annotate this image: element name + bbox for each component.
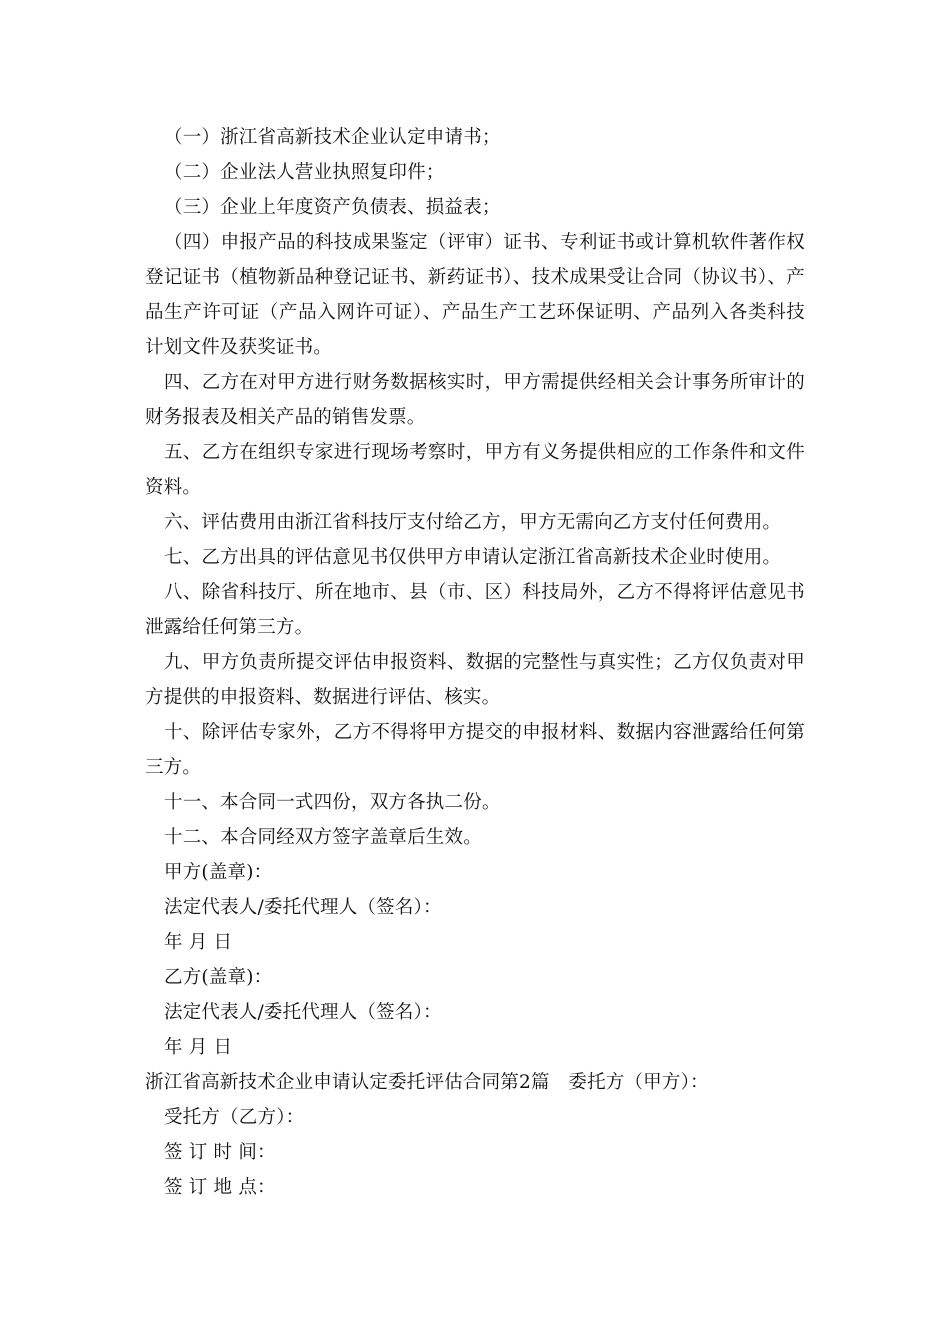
contract-body [145,120,805,1205]
party-b-representative: 法定代表人/委托代理人（签名）： [164,1002,442,1023]
party-a-seal: 甲方(盖章)： [164,862,273,883]
trustee-party: 受托方（乙方）： [164,1107,305,1128]
party-b-seal: 乙方(盖章)： [164,967,273,988]
clause-item-3: （三）企业上年度资产负债表、损益表； [164,197,501,218]
clause-item-4: （四）申报产品的科技成果鉴定（评审）证书、专利证书或计算机软件著作权登记证书（植物新品种登记证书、新药证书）、技术成果受让合同（协议书）、产品生产许可证（产品入网许可证）、产品生产工艺环保证明、产品列入各类科技计划文件及获奖证书。 [145,232,805,358]
clause-7: 七、乙方出具的评估意见书仅供甲方申请认定浙江省高新技术企业时使用。 [164,547,782,568]
clause-9: 九、甲方负责所提交评估申报资料、数据的完整性与真实性；乙方仅负责对甲方提供的申报资料、数据进行评估、核实。 [145,652,805,708]
clause-6: 六、评估费用由浙江省科技厅支付给乙方，甲方无需向乙方支付任何费用。 [164,512,782,533]
party-b-date: 年 月 日 [164,1037,233,1058]
clause-8: 八、除省科技厅、所在地市、县（市、区）科技局外，乙方不得将评估意见书泄露给任何第三方。 [145,582,805,638]
party-a-date: 年 月 日 [164,932,233,953]
clause-4: 四、乙方在对甲方进行财务数据核实时，甲方需提供经相关会计事务所审计的财务报表及相关产品的销售发票。 [145,372,805,428]
signing-place: 签 订 地 点： [164,1177,276,1198]
clause-11: 十一、本合同一式四份，双方各执二份。 [164,792,501,813]
clause-10: 十、除评估专家外，乙方不得将甲方提交的申报材料、数据内容泄露给任何第三方。 [145,722,805,778]
signing-time: 签 订 时 间： [164,1142,276,1163]
clause-5: 五、乙方在组织专家进行现场考察时，甲方有义务提供相应的工作条件和文件资料。 [145,442,805,498]
clause-12: 十二、本合同经双方签字盖章后生效。 [164,827,482,848]
clause-item-2: （二）企业法人营业执照复印件； [164,162,445,183]
party-a-representative: 法定代表人/委托代理人（签名）： [164,897,442,918]
clause-item-1: （一）浙江省高新技术企业认定申请书； [164,127,501,148]
next-contract-title: 浙江省高新技术企业申请认定委托评估合同第2篇 委托方（甲方）： [145,1072,709,1093]
